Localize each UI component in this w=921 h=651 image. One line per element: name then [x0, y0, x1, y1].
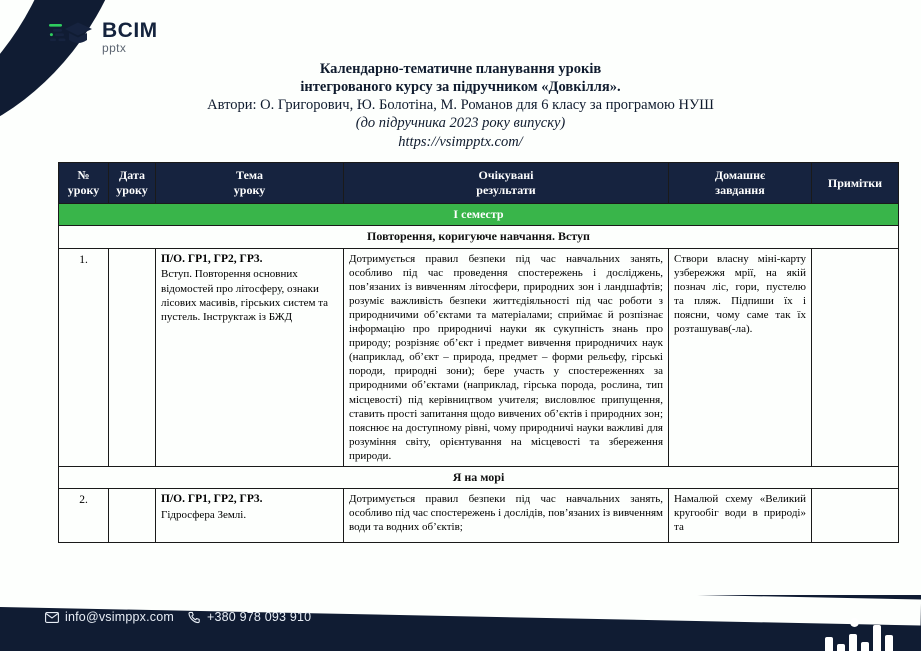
header-line: завдання: [715, 183, 765, 197]
cell-homework: Створи власну міні-карту узбережжя мрії, на якій познач ліс, гори, пустелю та пляж. Підпиши їх і поясни, чому саме так їх розташував(-ла).: [669, 248, 812, 466]
header-line: Тема: [236, 168, 263, 182]
header-line: Домашнє: [714, 168, 766, 182]
cell-expected-results: Дотримується правил безпеки під час навчальних занять, особливо під час спостережень і дослідів, пов’язаних із вивченням води та водних об’єктів;: [344, 489, 669, 543]
cell-lesson-topic: [156, 489, 344, 543]
footer-email-text: info@vsimppx.com: [65, 610, 174, 624]
title-authors: Автори: О. Григорович, Ю. Болотіна, М. Романов для 6 класу за програмою НУШ: [207, 97, 714, 114]
page-title: [0, 60, 921, 151]
topic-code: П/О. ГР1, ГР2, ГР3.: [161, 493, 263, 506]
column-header-homework: [669, 163, 812, 204]
brand-logo: [48, 18, 158, 55]
logo-title: BCIM: [102, 18, 158, 42]
cell-lesson-date: [109, 489, 156, 543]
header-line: №: [77, 168, 90, 182]
topic-description: Вступ. Повторення основних відомостей про літосферу, ознаки лісових масивів, гірських систем та пустель. Інструктаж із БЖД: [161, 268, 329, 323]
page-footer: [0, 595, 921, 651]
cell-notes: [812, 489, 899, 543]
footer-phone[interactable]: [188, 610, 311, 624]
cell-lesson-number: 1.: [59, 248, 109, 466]
bar-chart-icon: [825, 617, 893, 651]
cell-expected-results: Дотримується правил безпеки під час навчальних занять, особливо під час проведення спостережень і досліджень, пов’язаних із вивченням літосфери, природних зон і ландшафтів; розуміє важливість безпеки життєдіяльності під час роботи з природничими об’єктами та матеріалами; сприймає й розпізнає інформацію про природничі науки як сукупність знань про природу; розрізняє об’єкт і предмет вивчення природничих наук (наприклад, об’єкт – природа, предмет – форми рельєфу, гірські породи, природні зони); бере участь у спостереженнях за природними об’єктами (наприклад, гірська порода, рослина, тип місцевості) під керівництвом учителя; висловлює припущення, ставить прості запитання щодо вивчених об’єктів і природних зон; пояснює на доступному рівні, чому природничі науки важливі для розуміння світу, орієнтування на місцевості та збереження природи.: [344, 248, 669, 466]
cell-notes: [812, 248, 899, 466]
lesson-plan-table: [58, 162, 899, 543]
header-line: уроку: [116, 183, 148, 197]
footer-phone-text: +380 978 093 910: [206, 610, 312, 624]
bar-chart-dot: [850, 618, 859, 627]
header-line: Примітки: [827, 175, 883, 190]
section-title-1: Повторення, коригуюче навчання. Вступ: [59, 226, 899, 248]
column-header-expected-results: [344, 163, 669, 204]
column-header-notes: [812, 163, 899, 204]
phone-icon: [188, 611, 201, 624]
topic-description: Гідросфера Землі.: [161, 508, 247, 521]
title-line-1: Календарно-тематичне планування уроків: [319, 61, 602, 77]
header-line: Дата: [119, 168, 145, 182]
footer-email[interactable]: [45, 610, 174, 624]
header-line: уроку: [233, 183, 266, 197]
title-website: https://vsimpptx.com/: [398, 133, 523, 150]
graduation-cap-icon: [48, 18, 94, 55]
cell-lesson-date: [109, 248, 156, 466]
header-line: уроку: [67, 183, 100, 197]
semester-band-label: I семестр: [59, 204, 899, 226]
logo-subtitle: pptx: [102, 40, 127, 55]
cell-lesson-number: 2.: [59, 489, 109, 543]
table-header-row: [59, 163, 899, 204]
column-header-lesson-topic: [156, 163, 344, 204]
envelope-icon: [45, 612, 59, 623]
semester-band-row: [59, 204, 899, 226]
table-row: [59, 248, 899, 466]
title-edition-note: (до підручника 2023 року випуску): [355, 115, 566, 132]
cell-lesson-topic: [156, 248, 344, 466]
table-row: [59, 489, 899, 543]
title-line-2: інтегрованого курсу за підручником «Довкілля».: [300, 79, 621, 96]
header-line: Очікувані: [478, 168, 534, 182]
cell-homework: Намалюй схему «Великий кругообіг води в природі» та: [669, 489, 812, 543]
section-header-row-1: [59, 226, 899, 248]
header-line: результати: [476, 183, 536, 197]
section-header-row-2: [59, 466, 899, 488]
lesson-plan-table-wrapper: [58, 162, 898, 543]
column-header-lesson-date: [109, 163, 156, 204]
column-header-lesson-number: [59, 163, 109, 204]
topic-code: П/О. ГР1, ГР2, ГР3.: [161, 252, 263, 265]
section-title-2: Я на морі: [59, 466, 899, 488]
